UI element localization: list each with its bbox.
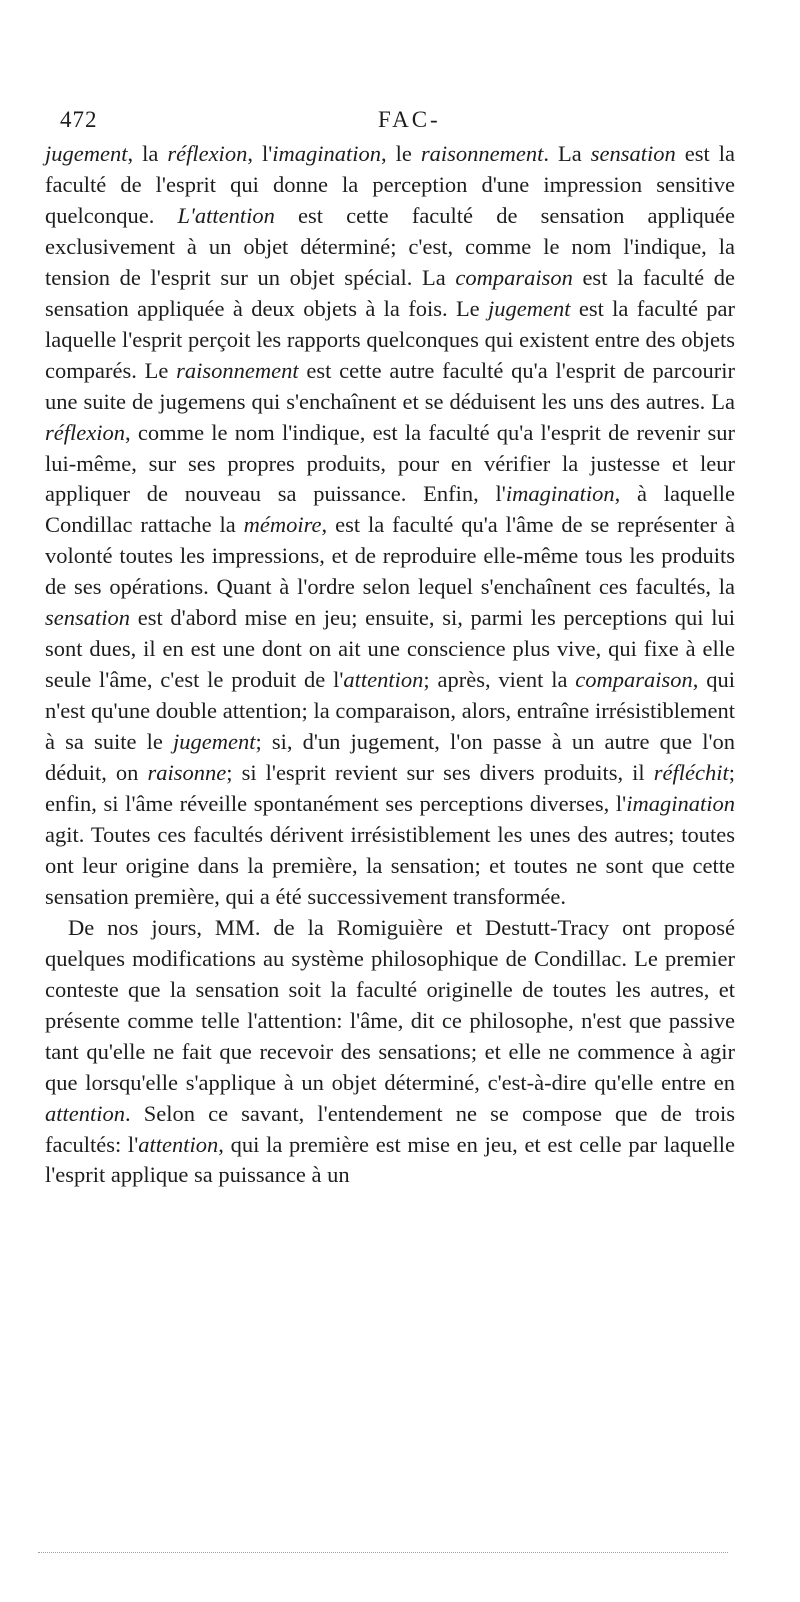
italic-term: imagination — [505, 481, 615, 507]
text-run: ; si l'esprit revient sur ses divers produits, il — [226, 760, 654, 786]
footer-divider — [38, 1552, 728, 1553]
text-run: , le — [381, 141, 421, 166]
italic-term: imagination — [626, 791, 735, 817]
text-run: ; après, vient la — [423, 667, 576, 693]
italic-term: raisonnement — [420, 141, 544, 166]
body-text — [45, 139, 735, 1191]
italic-term: réfléchit — [653, 760, 729, 786]
text-run: , comme le nom l'indique, est la faculté qu'a l'esprit de revenir sur lui-même, sur ses propres produits, pour en vérifier la justesse et leur appliquer de nouveau sa puissance. Enfin, l' — [45, 419, 735, 507]
italic-term: réflexion — [167, 141, 248, 166]
text-run: est cette autre faculté qu'a l'esprit de parcourir une suite de jugemens qui s'enchaînent et se déduisent les uns des autres. La — [45, 357, 735, 414]
italic-term: comparaison — [575, 667, 693, 693]
italic-term: sensation — [590, 141, 676, 166]
page-number: 472 — [60, 107, 98, 132]
text-run: . La — [543, 141, 591, 166]
italic-term: comparaison — [455, 264, 573, 290]
text-run: est cette faculté de sensation appliquée exclusivement à un objet déterminé; c'est, comme le nom l'indique, la tension de l'esprit sur un objet spécial. La — [45, 202, 735, 290]
italic-term: imagination — [272, 141, 382, 166]
italic-term: jugement — [172, 729, 256, 755]
italic-term: L'attention — [177, 202, 275, 228]
italic-term: attention — [343, 667, 424, 693]
text-run: agit. Toutes ces facultés dérivent irrésistiblement les unes des autres; toutes ont leur origine dans la première, la sensation; et toutes ne sont que cette sensation première, qui a été successivement transformée. — [45, 821, 735, 909]
text-run: , qui n'est qu'une double attention; la comparaison, alors, entraîne irrésistiblement à sa suite le — [45, 667, 735, 755]
italic-term: sensation — [45, 605, 131, 631]
italic-term: raisonnement — [176, 357, 299, 383]
italic-term: raisonne — [147, 760, 227, 786]
text-run: est la faculté par laquelle l'esprit perçoit les rapports quelconques qui existent entre des objets comparés. Le — [45, 295, 736, 383]
running-head: FAC- — [378, 107, 441, 132]
italic-term: jugement — [488, 295, 571, 321]
text-run: est d'abord mise en jeu; ensuite, si, parmi les perceptions qui lui sont dues, il en est une dont on ait une conscience plus vive, qui fixe à elle seule l'âme, c'est le produit de l' — [45, 605, 735, 693]
text-run: , la — [127, 141, 168, 166]
text-run: , à laquelle Condillac rattache la — [45, 481, 736, 538]
text-run: , qui la première est mise en jeu, et est celle par laquelle l'esprit applique sa puissance à un — [45, 1131, 735, 1188]
text-run: De nos jours, MM. de la Romiguière et Destutt-Tracy ont proposé quelques modifications au système philosophique de Condillac. Le premier conteste que la sensation soit la faculté originelle de toutes les autres, et présente comme telle l'attention: l'âme, dit ce philosophe, n'est que passive tant qu'elle ne fait que recevoir des sensations; et elle ne commence à agir que lorsqu'elle s'applique à un objet déterminé, c'est-à-dire qu'elle entre en — [45, 914, 735, 1095]
page-header — [60, 107, 740, 141]
text-run: . Selon ce savant, l'entendement ne se compose que de trois facultés: l' — [45, 1100, 735, 1157]
paragraph — [45, 139, 735, 913]
text-run: , est la faculté qu'a l'âme de se représenter à volonté toutes les impressions, et de reproduire elle-même tous les produits de ses opérations. Quant à l'ordre selon lequel s'enchaînent ces facultés, la — [45, 512, 735, 600]
italic-term: jugement — [45, 141, 128, 166]
paragraph — [45, 913, 735, 1192]
text-run: , l' — [247, 141, 273, 166]
italic-term: attention — [45, 1100, 125, 1126]
text-run: ; enfin, si l'âme réveille spontanément ses perceptions diverses, l' — [45, 760, 735, 817]
italic-term: attention — [138, 1131, 219, 1157]
text-run: ; si, d'un jugement, l'on passe à un autre que l'on déduit, on — [45, 729, 736, 786]
italic-term: mémoire — [243, 512, 322, 538]
text-run: est la faculté de sensation appliquée à deux objets à la fois. Le — [45, 264, 735, 321]
text-run: est la faculté de l'esprit qui donne la perception d'une impression sensitive quelconque. — [45, 141, 735, 228]
italic-term: réflexion — [45, 419, 125, 445]
